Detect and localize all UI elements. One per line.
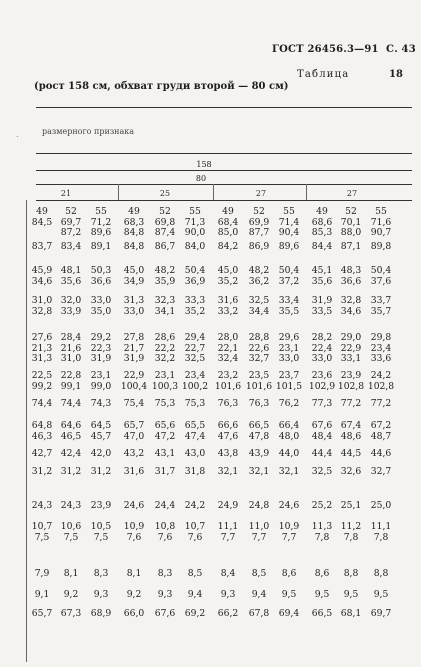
table-cell: 24,2 102,8 (367, 370, 395, 392)
table-cell: 32,3 34,1 (154, 295, 176, 317)
table-cell: 43,0 (184, 448, 206, 459)
table-cell: 8,6 (314, 568, 330, 579)
table-cell: 74,3 (90, 398, 112, 409)
table-cell: 84,8 (123, 241, 145, 252)
table-cell: 52 69,9 87,7 (248, 206, 270, 239)
table-cell: 31,0 32,8 (31, 295, 53, 317)
table-label: Таблица (297, 69, 350, 80)
group-label-3: 27 (255, 189, 267, 198)
table-cell: 11,2 7,8 (340, 521, 362, 543)
table-cell: 43,2 (123, 448, 145, 459)
table-cell: 10,8 7,6 (154, 521, 176, 543)
table-cell: 24,2 (184, 500, 206, 511)
table-cell: 42,0 (90, 448, 112, 459)
table-cell: 29,4 22,7 32,5 (184, 332, 206, 365)
table-cell: 45,0 35,2 (217, 265, 239, 287)
table-cell: 43,8 (217, 448, 239, 459)
table-cell: 28,8 22,6 32,7 (248, 332, 270, 365)
table-cell: 23,1 99,0 (90, 370, 112, 392)
group-label-1: 21 (60, 189, 72, 198)
table-cell: 8,5 (187, 568, 203, 579)
table-cell: 23,9 (90, 500, 112, 511)
table-cell: 76,2 (278, 398, 300, 409)
table-cell: 28,0 22,1 32,4 (217, 332, 239, 365)
table-cell: 66,2 (217, 608, 239, 619)
table-cell: 75,3 (154, 398, 176, 409)
table-cell: 24,9 (217, 500, 239, 511)
table-cell: 11,1 7,7 (217, 521, 239, 543)
table-cell: 11,1 7,8 (370, 521, 392, 543)
table-cell: 77,2 (340, 398, 362, 409)
page-number: С. 43 (386, 44, 416, 55)
table-cell: 45,9 34,6 (31, 265, 53, 287)
chest-value: 80 (195, 174, 207, 183)
table-cell: 55 71,4 90,4 (278, 206, 300, 239)
table-cell: 9,5 (343, 589, 359, 600)
table-cell: 69,4 (278, 608, 300, 619)
table-cell: 49 68,6 85,3 (311, 206, 333, 239)
table-cell: 86,9 (248, 241, 270, 252)
group-label-2: 25 (159, 189, 171, 198)
table-cell: 55 71,3 90,0 (184, 206, 206, 239)
table-cell: 27,6 21,3 31,3 (31, 332, 53, 365)
table-cell: 22,5 99,2 (31, 370, 53, 392)
table-cell: 8,1 (126, 568, 142, 579)
table-cell: 89,8 (370, 241, 392, 252)
rule-top (36, 107, 412, 108)
table-cell: 9,2 (63, 589, 79, 600)
table-cell: 67,6 48,4 (311, 420, 333, 442)
table-cell: 42,4 (60, 448, 82, 459)
table-cell: 67,3 (60, 608, 82, 619)
table-cell: 23,4 100,2 (181, 370, 209, 392)
table-cell: 23,7 101,5 (275, 370, 303, 392)
table-cell: 50,3 36,6 (90, 265, 112, 287)
table-cell: 10,6 7,5 (60, 521, 82, 543)
table-cell: 84,4 (311, 241, 333, 252)
table-cell: 10,9 7,7 (278, 521, 300, 543)
table-cell: 48,3 36,6 (340, 265, 362, 287)
table-cell: 9,1 (34, 589, 50, 600)
table-cell: 7,9 (34, 568, 50, 579)
table-cell: 9,2 (126, 589, 142, 600)
table-cell: 23,5 101,6 (245, 370, 273, 392)
table-cell: 89,6 (278, 241, 300, 252)
table-cell: 66,5 (311, 608, 333, 619)
table-cell: 45,0 34,9 (123, 265, 145, 287)
table-cell: 29,0 22,9 33,1 (340, 332, 362, 365)
table-cell: 43,1 (154, 448, 176, 459)
table-cell: 64,6 46,5 (60, 420, 82, 442)
table-cell: 32,6 (340, 466, 362, 477)
table-cell: 24,4 (154, 500, 176, 511)
table-cell: 24,8 (248, 500, 270, 511)
table-cell: 8,5 (251, 568, 267, 579)
table-cell: 69,7 (370, 608, 392, 619)
table-cell: 11,3 7,8 (311, 521, 333, 543)
table-cell: 31,8 (184, 466, 206, 477)
table-cell: 29,8 23,4 33,6 (370, 332, 392, 365)
table-cell: 67,8 (248, 608, 270, 619)
table-cell: 22,8 99,1 (60, 370, 82, 392)
table-cell: 55 71,6 90,7 (370, 206, 392, 239)
table-cell: 31,9 33,5 (311, 295, 333, 317)
table-cell: 9,3 (220, 589, 236, 600)
table-cell: 84,0 (184, 241, 206, 252)
table-cell: 45,1 35,6 (311, 265, 333, 287)
vline-g3 (306, 184, 307, 200)
table-cell: 52 69,8 87,4 (154, 206, 176, 239)
table-cell: 68,1 (340, 608, 362, 619)
table-cell: 86,7 (154, 241, 176, 252)
table-cell: 28,4 21,6 31,0 (60, 332, 82, 365)
table-cell: 23,1 100,3 (151, 370, 179, 392)
table-cell: 31,2 (31, 466, 53, 477)
table-cell: 44,5 (340, 448, 362, 459)
table-cell: 66,0 (123, 608, 145, 619)
table-cell: 9,4 (187, 589, 203, 600)
table-cell: 52 70,1 88,0 (340, 206, 362, 239)
table-cell: 8,1 (63, 568, 79, 579)
table-cell: 44,0 (278, 448, 300, 459)
table-cell: 65,6 47,2 (154, 420, 176, 442)
table-cell: 9,3 (93, 589, 109, 600)
table-cell: 65,7 (31, 608, 53, 619)
table-cell: 10,5 7,5 (90, 521, 112, 543)
table-cell: 11,0 7,7 (248, 521, 270, 543)
group-label-4: 27 (346, 189, 358, 198)
table-cell: 33,0 35,0 (90, 295, 112, 317)
table-cell: 29,2 22,3 31,9 (90, 332, 112, 365)
table-cell: 67,6 (154, 608, 176, 619)
margin-dot: . (16, 130, 19, 139)
rule-chest (36, 184, 412, 185)
table-cell: 32,1 (248, 466, 270, 477)
rule-height (36, 170, 412, 171)
table-cell: 32,1 (217, 466, 239, 477)
vline-g1 (118, 184, 119, 200)
table-cell: 9,5 (281, 589, 297, 600)
table-cell: 49 84,5 (31, 206, 53, 228)
table-subtitle: (рост 158 см, обхват груди второй — 80 см) (34, 81, 289, 92)
table-cell: 33,4 35,5 (278, 295, 300, 317)
table-cell: 27,8 21,7 31,9 (123, 332, 145, 365)
table-cell: 83,4 (60, 241, 82, 252)
table-cell: 55 71,2 89,6 (90, 206, 112, 239)
table-cell: 50,4 37,6 (370, 265, 392, 287)
table-cell: 31,2 (60, 466, 82, 477)
header-label: размерного признака (42, 127, 135, 136)
table-number: 18 (389, 69, 403, 80)
table-cell: 75,4 (123, 398, 145, 409)
table-cell: 32,7 (370, 466, 392, 477)
table-cell: 50,4 36,9 (184, 265, 206, 287)
table-cell: 8,3 (157, 568, 173, 579)
table-cell: 8,8 (373, 568, 389, 579)
table-cell: 24,3 (60, 500, 82, 511)
table-cell: 25,1 (340, 500, 362, 511)
table-cell: 87,1 (340, 241, 362, 252)
vline-g2 (213, 184, 214, 200)
doc-id: ГОСТ 26456.3—91 (272, 44, 379, 55)
table-cell: 8,8 (343, 568, 359, 579)
table-cell: 9,5 (314, 589, 330, 600)
table-cell: 33,7 35,7 (370, 295, 392, 317)
table-cell: 28,2 22,4 33,0 (311, 332, 333, 365)
table-cell: 23,9 102,8 (337, 370, 365, 392)
table-cell: 32,5 (311, 466, 333, 477)
table-cell: 31,6 33,2 (217, 295, 239, 317)
table-cell: 9,5 (373, 589, 389, 600)
table-cell: 74,4 (60, 398, 82, 409)
table-cell: 23,6 102,9 (308, 370, 336, 392)
table-cell: 75,3 (184, 398, 206, 409)
table-cell: 10,7 7,5 (31, 521, 53, 543)
table-cell: 42,7 (31, 448, 53, 459)
rule-header (36, 153, 412, 154)
table-cell: 76,3 (217, 398, 239, 409)
table-cell: 31,7 (154, 466, 176, 477)
table-cell: 66,6 47,6 (217, 420, 239, 442)
table-cell: 10,7 7,6 (184, 521, 206, 543)
table-cell: 65,5 47,4 (184, 420, 206, 442)
table-cell: 22,9 100,4 (120, 370, 148, 392)
table-cell: 64,5 45,7 (90, 420, 112, 442)
table-cell: 32,5 34,4 (248, 295, 270, 317)
table-cell: 49 68,3 84,8 (123, 206, 145, 239)
table-cell: 67,4 48,6 (340, 420, 362, 442)
table-cell: 33,3 35,2 (184, 295, 206, 317)
table-cell: 74,4 (31, 398, 53, 409)
table-cell: 32,0 33,9 (60, 295, 82, 317)
height-value: 158 (196, 160, 212, 169)
table-cell: 28,6 22,2 32,2 (154, 332, 176, 365)
table-cell: 48,2 36,2 (248, 265, 270, 287)
table-cell: 25,2 (311, 500, 333, 511)
table-cell: 44,4 (311, 448, 333, 459)
table-cell: 8,4 (220, 568, 236, 579)
table-cell: 31,3 33,0 (123, 295, 145, 317)
table-cell: 50,4 37,2 (278, 265, 300, 287)
table-cell: 32,8 34,6 (340, 295, 362, 317)
table-cell: 24,3 (31, 500, 53, 511)
table-cell: 77,2 (370, 398, 392, 409)
table-cell: 32,1 (278, 466, 300, 477)
table-cell: 31,6 (123, 466, 145, 477)
table-cell: 69,2 (184, 608, 206, 619)
table-cell: 48,2 35,9 (154, 265, 176, 287)
table-cell: 8,6 (281, 568, 297, 579)
table-cell: 64,8 46,3 (31, 420, 53, 442)
table-cell: 52 69,7 87,2 (60, 206, 82, 239)
table-cell: 9,3 (157, 589, 173, 600)
table-cell: 31,2 (90, 466, 112, 477)
table-cell: 43,9 (248, 448, 270, 459)
table-cell: 68,9 (90, 608, 112, 619)
table-cell: 8,3 (93, 568, 109, 579)
table-cell: 29,6 23,1 33,0 (278, 332, 300, 365)
table-cell: 24,6 (278, 500, 300, 511)
table-cell: 84,2 (217, 241, 239, 252)
table-cell: 25,0 (370, 500, 392, 511)
table-cell: 44,6 (370, 448, 392, 459)
table-cell: 83,7 (31, 241, 53, 252)
table-cell: 23,2 101,6 (214, 370, 242, 392)
table-cell: 67,2 48,7 (370, 420, 392, 442)
table-cell: 89,1 (90, 241, 112, 252)
table-cell: 24,6 (123, 500, 145, 511)
table-cell: 9,4 (251, 589, 267, 600)
table-cell: 66,5 47,8 (248, 420, 270, 442)
table-cell: 77,3 (311, 398, 333, 409)
table-cell: 49 68,4 85,0 (217, 206, 239, 239)
table-cell: 10,9 7,6 (123, 521, 145, 543)
table-cell: 48,1 35,6 (60, 265, 82, 287)
document-title (272, 44, 416, 55)
table-cell: 66,4 48,0 (278, 420, 300, 442)
table-cell: 65,7 47,0 (123, 420, 145, 442)
table-cell: 76,3 (248, 398, 270, 409)
rule-groups (36, 200, 412, 201)
